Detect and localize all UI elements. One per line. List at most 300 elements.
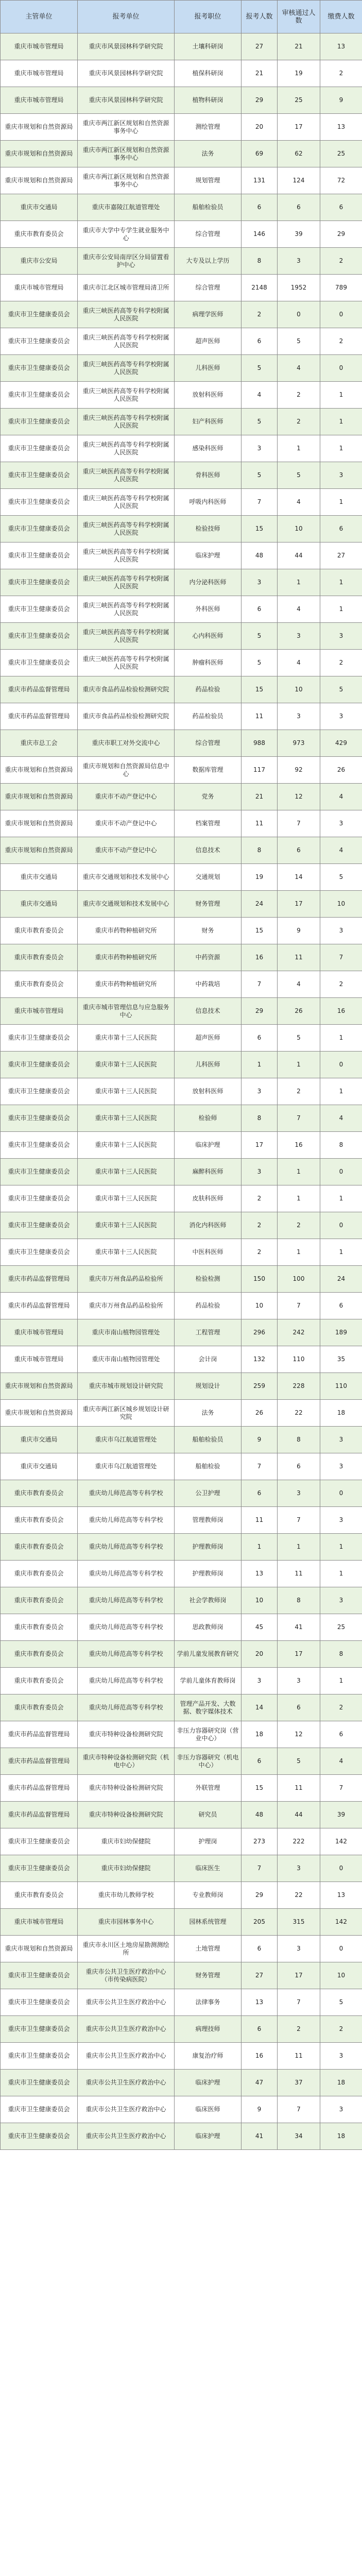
unit-cell: 重庆三峡医药高等专科学校附属人民医院 [78, 355, 175, 382]
applicants-cell: 21 [242, 784, 278, 810]
table-row [1, 1159, 362, 1185]
position-cell: 中医科医师 [175, 1239, 242, 1266]
applicants-cell: 273 [242, 1828, 278, 1855]
paid-cell: 1 [320, 1668, 362, 1694]
table-row [1, 944, 362, 971]
paid-cell: 3 [320, 1587, 362, 1614]
department-cell: 重庆市卫生健康委员会 [1, 1159, 78, 1185]
position-cell: 药品检验员 [175, 703, 242, 730]
table-row [1, 837, 362, 864]
approved-cell: 6 [278, 1694, 320, 1721]
paid-cell: 429 [320, 730, 362, 757]
approved-cell: 6 [278, 1453, 320, 1480]
position-cell: 园林系统管理 [175, 1909, 242, 1936]
department-cell: 重庆市规划和自然资源局 [1, 810, 78, 837]
position-cell: 财务管理 [175, 1962, 242, 1989]
paid-cell: 29 [320, 221, 362, 248]
approved-cell: 37 [278, 2070, 320, 2096]
applicants-cell: 16 [242, 2043, 278, 2070]
department-cell: 重庆市卫生健康委员会 [1, 382, 78, 409]
table-row [1, 2123, 362, 2150]
department-cell: 重庆市卫生健康委员会 [1, 1052, 78, 1078]
position-cell: 交通规划 [175, 864, 242, 891]
approved-cell: 34 [278, 2123, 320, 2150]
approved-cell: 7 [278, 1507, 320, 1534]
unit-cell: 重庆市城市规划设计研究院 [78, 1373, 175, 1400]
paid-cell: 3 [320, 462, 362, 489]
approved-cell: 62 [278, 141, 320, 167]
department-cell: 重庆市卫生健康委员会 [1, 1025, 78, 1052]
paid-cell: 10 [320, 1962, 362, 1989]
department-cell: 重庆市教育委员会 [1, 944, 78, 971]
unit-cell: 重庆市第十三人民医院 [78, 1212, 175, 1239]
department-cell: 重庆市公安局 [1, 248, 78, 275]
unit-cell: 重庆市药物种植研究所 [78, 944, 175, 971]
applicants-cell: 48 [242, 1802, 278, 1828]
unit-cell: 重庆市园林事务中心 [78, 1909, 175, 1936]
approved-cell: 7 [278, 2096, 320, 2123]
paid-cell: 72 [320, 167, 362, 194]
unit-cell: 重庆三峡医药高等专科学校附属人民医院 [78, 650, 175, 676]
position-cell: 管理产品开发、大数据、数字媒体技术 [175, 1694, 242, 1721]
approved-cell: 3 [278, 1480, 320, 1507]
paid-cell: 18 [320, 2070, 362, 2096]
table-row [1, 87, 362, 114]
applicants-cell: 10 [242, 1293, 278, 1319]
position-cell: 规划管理 [175, 167, 242, 194]
approved-cell: 12 [278, 784, 320, 810]
unit-cell: 重庆市特种设备检测研究院 [78, 1775, 175, 1802]
applicants-cell: 205 [242, 1909, 278, 1936]
position-cell: 放射科医师 [175, 1078, 242, 1105]
paid-cell: 13 [320, 114, 362, 141]
paid-cell: 0 [320, 355, 362, 382]
unit-cell: 重庆市风景园林科学研究院 [78, 60, 175, 87]
approved-cell: 6 [278, 837, 320, 864]
applicants-cell: 17 [242, 1132, 278, 1159]
paid-cell: 3 [320, 810, 362, 837]
department-cell: 重庆市卫生健康委员会 [1, 435, 78, 462]
applicants-cell: 48 [242, 543, 278, 569]
approved-cell: 124 [278, 167, 320, 194]
department-cell: 重庆市规划和自然资源局 [1, 114, 78, 141]
table-row [1, 382, 362, 409]
table-row [1, 1293, 362, 1319]
department-cell: 重庆市规划和自然资源局 [1, 784, 78, 810]
paid-cell: 9 [320, 87, 362, 114]
department-cell: 重庆市城市管理局 [1, 275, 78, 301]
paid-cell: 6 [320, 194, 362, 221]
approved-cell: 3 [278, 703, 320, 730]
position-cell: 内分泌科医师 [175, 569, 242, 596]
unit-cell: 重庆三峡医药高等专科学校附属人民医院 [78, 462, 175, 489]
approved-cell: 7 [278, 1293, 320, 1319]
position-cell: 护理教师岗 [175, 1561, 242, 1587]
unit-cell: 重庆市公共卫生医疗救治中心（市传染病医院） [78, 1962, 175, 1989]
approved-cell: 1952 [278, 275, 320, 301]
applicants-cell: 5 [242, 355, 278, 382]
paid-cell: 1 [320, 1239, 362, 1266]
position-cell: 中药资源 [175, 944, 242, 971]
unit-cell: 重庆市两江新区规划和自然资源事务中心 [78, 114, 175, 141]
department-cell: 重庆市药品监督管理局 [1, 1293, 78, 1319]
department-cell: 重庆市卫生健康委员会 [1, 1989, 78, 2016]
applicants-cell: 2 [242, 1185, 278, 1212]
paid-cell: 18 [320, 2123, 362, 2150]
department-cell: 重庆市教育委员会 [1, 1587, 78, 1614]
applicants-cell: 27 [242, 33, 278, 60]
applicants-cell: 6 [242, 2016, 278, 2043]
approved-cell: 1 [278, 1534, 320, 1561]
table-row [1, 1453, 362, 1480]
unit-cell: 重庆市公共卫生医疗救治中心 [78, 2016, 175, 2043]
position-cell: 综合管理 [175, 221, 242, 248]
paid-cell: 24 [320, 1266, 362, 1293]
unit-cell: 重庆市乌江航道管理处 [78, 1427, 175, 1453]
approved-cell: 5 [278, 462, 320, 489]
position-cell: 大专及以上学历 [175, 248, 242, 275]
position-cell: 会计岗 [175, 1346, 242, 1373]
unit-cell: 重庆市第十三人民医院 [78, 1078, 175, 1105]
position-cell: 肿瘤科医师 [175, 650, 242, 676]
paid-cell: 35 [320, 1346, 362, 1373]
position-cell: 检验技师 [175, 516, 242, 543]
department-cell: 重庆市卫生健康委员会 [1, 1828, 78, 1855]
position-cell: 临床护理 [175, 2070, 242, 2096]
header-applicants: 报考人数 [242, 1, 278, 33]
unit-cell: 重庆市第十三人民医院 [78, 1159, 175, 1185]
approved-cell: 4 [278, 650, 320, 676]
table-row [1, 1882, 362, 1909]
position-cell: 管理教师岗 [175, 1507, 242, 1534]
position-cell: 数据库管理 [175, 757, 242, 784]
unit-cell: 重庆市幼儿教师学校 [78, 1882, 175, 1909]
paid-cell: 1 [320, 1185, 362, 1212]
position-cell: 法律事务 [175, 1989, 242, 2016]
unit-cell: 重庆市交通规划和技术发展中心 [78, 891, 175, 918]
position-cell: 外科医师 [175, 596, 242, 623]
unit-cell: 重庆三峡医药高等专科学校附属人民医院 [78, 596, 175, 623]
approved-cell: 41 [278, 1614, 320, 1641]
paid-cell: 110 [320, 1373, 362, 1400]
department-cell: 重庆市药品监督管理局 [1, 1775, 78, 1802]
table-row [1, 1239, 362, 1266]
department-cell: 重庆市城市管理局 [1, 60, 78, 87]
unit-cell: 重庆幼儿师范高等专科学校 [78, 1614, 175, 1641]
paid-cell: 3 [320, 918, 362, 944]
paid-cell: 7 [320, 944, 362, 971]
paid-cell: 2 [320, 2016, 362, 2043]
approved-cell: 1 [278, 569, 320, 596]
applicants-cell: 10 [242, 1587, 278, 1614]
table-row [1, 2096, 362, 2123]
department-cell: 重庆市规划和自然资源局 [1, 1936, 78, 1962]
position-cell: 学前儿童体育教师岗 [175, 1668, 242, 1694]
paid-cell: 3 [320, 1453, 362, 1480]
header-unit: 报考单位 [78, 1, 175, 33]
unit-cell: 重庆三峡医药高等专科学校附属人民医院 [78, 382, 175, 409]
approved-cell: 3 [278, 1668, 320, 1694]
unit-cell: 重庆市公共卫生医疗救治中心 [78, 2123, 175, 2150]
applicants-cell: 15 [242, 516, 278, 543]
approved-cell: 2 [278, 1212, 320, 1239]
department-cell: 重庆市教育委员会 [1, 1534, 78, 1561]
department-cell: 重庆市药品监督管理局 [1, 703, 78, 730]
unit-cell: 重庆市特种设备检测研究院（机电中心） [78, 1748, 175, 1775]
unit-cell: 重庆三峡医药高等专科学校附属人民医院 [78, 569, 175, 596]
position-cell: 档案管理 [175, 810, 242, 837]
department-cell: 重庆市城市管理局 [1, 33, 78, 60]
applicants-cell: 3 [242, 569, 278, 596]
table-row [1, 194, 362, 221]
paid-cell: 16 [320, 998, 362, 1025]
approved-cell: 12 [278, 1721, 320, 1748]
approved-cell: 228 [278, 1373, 320, 1400]
paid-cell: 5 [320, 676, 362, 703]
department-cell: 重庆市交通局 [1, 864, 78, 891]
department-cell: 重庆市卫生健康委员会 [1, 1855, 78, 1882]
applicants-cell: 5 [242, 462, 278, 489]
table-row [1, 1721, 362, 1748]
department-cell: 重庆市卫生健康委员会 [1, 516, 78, 543]
paid-cell: 7 [320, 1775, 362, 1802]
header-department: 主管单位 [1, 1, 78, 33]
position-cell: 研究员 [175, 1802, 242, 1828]
unit-cell: 重庆市妇幼保健院 [78, 1855, 175, 1882]
department-cell: 重庆市药品监督管理局 [1, 1266, 78, 1293]
table-row [1, 33, 362, 60]
approved-cell: 11 [278, 1561, 320, 1587]
department-cell: 重庆市教育委员会 [1, 1614, 78, 1641]
applicants-cell: 26 [242, 1400, 278, 1427]
approved-cell: 100 [278, 1266, 320, 1293]
applicants-cell: 14 [242, 1694, 278, 1721]
applicants-cell: 45 [242, 1614, 278, 1641]
position-cell: 临床医生 [175, 1855, 242, 1882]
table-row [1, 1641, 362, 1668]
position-cell: 检验检测 [175, 1266, 242, 1293]
applicants-cell: 2 [242, 301, 278, 328]
approved-cell: 110 [278, 1346, 320, 1373]
unit-cell: 重庆市特种设备检测研究院 [78, 1721, 175, 1748]
applicants-cell: 132 [242, 1346, 278, 1373]
table-row [1, 676, 362, 703]
approved-cell: 39 [278, 221, 320, 248]
position-cell: 中药栽培 [175, 971, 242, 998]
approved-cell: 2 [278, 2016, 320, 2043]
department-cell: 重庆市卫生健康委员会 [1, 569, 78, 596]
position-cell: 植物科研岗 [175, 87, 242, 114]
unit-cell: 重庆市职工对外交流中心 [78, 730, 175, 757]
position-cell: 植保科研岗 [175, 60, 242, 87]
position-cell: 信息技术 [175, 837, 242, 864]
department-cell: 重庆市卫生健康委员会 [1, 328, 78, 355]
unit-cell: 重庆市第十三人民医院 [78, 1239, 175, 1266]
table-row [1, 1748, 362, 1775]
paid-cell: 1 [320, 489, 362, 516]
table-row [1, 1614, 362, 1641]
unit-cell: 重庆市第十三人民医院 [78, 1185, 175, 1212]
department-cell: 重庆市教育委员会 [1, 1668, 78, 1694]
table-row [1, 998, 362, 1025]
position-cell: 财务管理 [175, 891, 242, 918]
position-cell: 麻醉科医师 [175, 1159, 242, 1185]
approved-cell: 3 [278, 248, 320, 275]
department-cell: 重庆市城市管理局 [1, 1346, 78, 1373]
department-cell: 重庆市卫生健康委员会 [1, 1212, 78, 1239]
paid-cell: 4 [320, 784, 362, 810]
paid-cell: 5 [320, 864, 362, 891]
paid-cell: 3 [320, 2043, 362, 2070]
applicants-cell: 19 [242, 864, 278, 891]
approved-cell: 44 [278, 1802, 320, 1828]
position-cell: 儿科医师 [175, 1052, 242, 1078]
position-cell: 工程管理 [175, 1319, 242, 1346]
position-cell: 病理学医师 [175, 301, 242, 328]
applicants-cell: 7 [242, 1453, 278, 1480]
table-row [1, 1587, 362, 1614]
position-cell: 儿科医师 [175, 355, 242, 382]
applicants-cell: 2 [242, 1239, 278, 1266]
table-row [1, 891, 362, 918]
table-row [1, 301, 362, 328]
paid-cell: 1 [320, 596, 362, 623]
position-cell: 船舶检验员 [175, 1427, 242, 1453]
approved-cell: 11 [278, 2043, 320, 2070]
table-row [1, 516, 362, 543]
unit-cell: 重庆三峡医药高等专科学校附属人民医院 [78, 516, 175, 543]
approved-cell: 22 [278, 1882, 320, 1909]
department-cell: 重庆市卫生健康委员会 [1, 1185, 78, 1212]
department-cell: 重庆市卫生健康委员会 [1, 462, 78, 489]
position-cell: 土壤科研岗 [175, 33, 242, 60]
applicants-cell: 41 [242, 2123, 278, 2150]
applicants-cell: 5 [242, 623, 278, 650]
department-cell: 重庆市城市管理局 [1, 1319, 78, 1346]
table-row [1, 757, 362, 784]
table-row [1, 1855, 362, 1882]
department-cell: 重庆市教育委员会 [1, 1641, 78, 1668]
applicants-cell: 11 [242, 703, 278, 730]
department-cell: 重庆市卫生健康委员会 [1, 1962, 78, 1989]
unit-cell: 重庆市公共卫生医疗救治中心 [78, 2096, 175, 2123]
approved-cell: 17 [278, 1962, 320, 1989]
applicants-cell: 150 [242, 1266, 278, 1293]
position-cell: 药品检验 [175, 676, 242, 703]
table-row [1, 328, 362, 355]
table-row [1, 1319, 362, 1346]
position-cell: 综合管理 [175, 730, 242, 757]
department-cell: 重庆市教育委员会 [1, 1694, 78, 1721]
position-cell: 消化内科医师 [175, 1212, 242, 1239]
paid-cell: 39 [320, 1802, 362, 1828]
approved-cell: 242 [278, 1319, 320, 1346]
applicants-cell: 29 [242, 1882, 278, 1909]
position-cell: 规划设计 [175, 1373, 242, 1400]
paid-cell: 8 [320, 1132, 362, 1159]
position-cell: 外联管理 [175, 1775, 242, 1802]
approved-cell: 315 [278, 1909, 320, 1936]
table-row [1, 1962, 362, 1989]
paid-cell: 13 [320, 1882, 362, 1909]
unit-cell: 重庆市两江新区规划和自然资源事务中心 [78, 167, 175, 194]
approved-cell: 11 [278, 944, 320, 971]
table-row [1, 1989, 362, 2016]
unit-cell: 重庆三峡医药高等专科学校附属人民医院 [78, 543, 175, 569]
applicants-cell: 988 [242, 730, 278, 757]
position-cell: 临床护理 [175, 543, 242, 569]
applicants-cell: 18 [242, 1721, 278, 1748]
paid-cell: 25 [320, 1614, 362, 1641]
table-row [1, 2070, 362, 2096]
unit-cell: 重庆市南山植物园管理处 [78, 1346, 175, 1373]
unit-cell: 重庆市食品药品检验检测研究院 [78, 703, 175, 730]
paid-cell: 142 [320, 1828, 362, 1855]
position-cell: 党务 [175, 784, 242, 810]
unit-cell: 重庆市公共卫生医疗救治中心 [78, 2070, 175, 2096]
approved-cell: 22 [278, 1400, 320, 1427]
applicants-cell: 259 [242, 1373, 278, 1400]
approved-cell: 4 [278, 971, 320, 998]
applicants-cell: 3 [242, 1159, 278, 1185]
table-row [1, 141, 362, 167]
approved-cell: 3 [278, 1936, 320, 1962]
approved-cell: 1 [278, 1159, 320, 1185]
applicants-cell: 13 [242, 1989, 278, 2016]
paid-cell: 13 [320, 33, 362, 60]
approved-cell: 11 [278, 1775, 320, 1802]
table-row [1, 1775, 362, 1802]
position-cell: 法务 [175, 1400, 242, 1427]
position-cell: 思政教师岗 [175, 1614, 242, 1641]
department-cell: 重庆市卫生健康委员会 [1, 355, 78, 382]
approved-cell: 16 [278, 1132, 320, 1159]
paid-cell: 0 [320, 1936, 362, 1962]
applicants-cell: 15 [242, 1775, 278, 1802]
applicants-cell: 3 [242, 435, 278, 462]
applicants-cell: 3 [242, 1668, 278, 1694]
table-row [1, 221, 362, 248]
table-row [1, 2016, 362, 2043]
position-cell: 药品检验 [175, 1293, 242, 1319]
applicants-cell: 7 [242, 971, 278, 998]
approved-cell: 9 [278, 918, 320, 944]
position-cell: 法务 [175, 141, 242, 167]
paid-cell: 1 [320, 1078, 362, 1105]
approved-cell: 973 [278, 730, 320, 757]
paid-cell: 1 [320, 1025, 362, 1052]
table-row [1, 2043, 362, 2070]
applicants-cell: 15 [242, 676, 278, 703]
department-cell: 重庆市药品监督管理局 [1, 676, 78, 703]
table-row [1, 650, 362, 676]
unit-cell: 重庆市交通规划和技术发展中心 [78, 864, 175, 891]
paid-cell: 5 [320, 1989, 362, 2016]
table-row [1, 1078, 362, 1105]
table-row [1, 623, 362, 650]
applicants-cell: 1 [242, 1052, 278, 1078]
applicants-cell: 29 [242, 998, 278, 1025]
unit-cell: 重庆三峡医药高等专科学校附属人民医院 [78, 409, 175, 435]
approved-cell: 7 [278, 1105, 320, 1132]
position-cell: 临床护理 [175, 1132, 242, 1159]
applicants-cell: 8 [242, 837, 278, 864]
position-cell: 船舶检验员 [175, 194, 242, 221]
table-row [1, 1025, 362, 1052]
position-cell: 骨科医师 [175, 462, 242, 489]
applicants-cell: 21 [242, 60, 278, 87]
approved-cell: 4 [278, 489, 320, 516]
